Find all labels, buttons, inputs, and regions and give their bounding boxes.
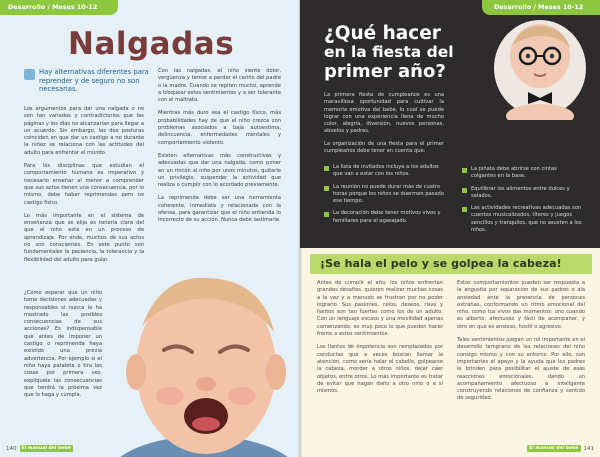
- square-icon: [24, 69, 35, 80]
- intro-box: [24, 68, 160, 100]
- paragraph: Tales sentimientos juegan un rol importante en el desarrollo temprano de las relaciones del niño consigo mismo y con su entorno. Por ello, son importantes el apoyo y la ayuda que los padres le brinden para posibilitar el ajuste de esas reacciones emocionales, dando un acompañamiento afectuoso e inteligente construyendo relaciones de confianza y sentido de seguridad.: [457, 337, 585, 402]
- page-gutter: [298, 0, 302, 457]
- paragraph: Los llantos de impotencia son remplazados por conductas que a veces buscan llamar la atención, como sería halar el cabello, golpearse la cabeza, morder a otros niños, dejar caer objetos, entre otros. Lo más importante es tratar de evitar que hagan daño a otro niño o a sí mismos.: [317, 344, 443, 395]
- left-column-2: [158, 68, 281, 231]
- party-intro: [324, 92, 444, 160]
- title-line: ¿Qué hacer: [324, 23, 441, 44]
- paragraph: La primera fiesta de cumpleaños es una maravillosa oportunidad para cultivar la memoria emotiva del bebé, lo cual se puede lograr con una experiencia llena de mucho color, alegría, diversión, nuevos personas, abuelos y padres.: [324, 92, 444, 135]
- left-column-1: [24, 106, 144, 270]
- page-number: 141: [583, 445, 594, 452]
- paragraph: La reprimenda debe ser una herramienta coherente, inmediata y relacionada con la ofensa, para garantizar que el niño entienda lo incorrecto de su acción. Nunca debe lastimarle.: [158, 195, 281, 224]
- left-column-1-continued: [24, 290, 102, 405]
- right-column-1: [317, 280, 443, 401]
- list-item: Las actividades recreativas adecuadas son cuentos musicalizados, títeres y juegos sencillos y tranquilos, que no asusten a los niños.: [462, 205, 582, 234]
- page-title-fiesta: [324, 24, 454, 81]
- party-list-right: [462, 166, 582, 239]
- section-tab-right: Desarrollo / Meses 10-12: [482, 0, 600, 15]
- party-content: [324, 92, 590, 241]
- folio-left: [6, 445, 73, 452]
- magazine-logo: El manual del bebé: [529, 446, 579, 451]
- section-heading: ¡Se hala el pelo y se golpea la cabeza!: [320, 257, 562, 270]
- party-list-left: [324, 164, 444, 230]
- list-item: La decoración debe tener motivos vivos y familiares para el agasajado.: [324, 210, 444, 225]
- title-line: primer año?: [324, 61, 446, 82]
- crying-baby-photo: [112, 266, 294, 457]
- paragraph: Para los disciplinas que estudian el comportamiento humano es imperativo y necesario enseñar al menor a comprender que sus actos tienen una consecuencia, por lo mismo, debe haber reprimendas pero no castigo físico.: [24, 163, 144, 206]
- page-number: 140: [6, 445, 17, 452]
- list-item: La piñata debe abrirse con cintas colgantes en la base.: [462, 166, 582, 181]
- section-heading-bar: [310, 254, 592, 274]
- intro-text: Hay alternativas diferentes para reprender y de seguro no son necesarias.: [39, 68, 149, 94]
- section-tab-left: Desarrollo / Meses 10-12: [0, 0, 118, 15]
- paragraph: La organización de una fiesta para el primer cumpleaños debe tener en cuenta que:: [324, 140, 444, 155]
- title-line: en la fiesta del: [324, 43, 454, 61]
- right-page: [300, 0, 600, 457]
- right-column-2: [457, 280, 585, 409]
- list-item: La lista de invitados incluye a los adultos que van a estar con los niños.: [324, 164, 444, 179]
- paragraph: ¿Cómo esperar que un niño tome decisiones adecuadas y responsables si nunca le ha mostrado las posibles consecuencias de sus acciones? Es indispensable que antes de imponer un castigo o reprimenda haya existido una previa advertencia. Por ejemplo si el niño haya pataleta o tira las cosas por primera vez, explíquele las consecuencias que tendrá la próxima vez que lo haga y cumpla.: [24, 290, 102, 399]
- paragraph: Antes de cumplir el año, los niños enfrentan grandes desafíos, quieren realizar muchas cosas a la vez y a menudo se frustran por no poder lograrlo. Sus pasiones, celos, deseos, risas y llantos son tan fuertes como los de un adulto. Con un lenguaje escaso y una movilidad apenas comenzando, es muy poco lo que pueden hacer frente a estos sentimientos.: [317, 280, 443, 338]
- list-item: Equilibrar los alimentos entre dulces y salados.: [462, 186, 582, 201]
- paragraph: Mientras más duro sea el castigo físico, más probabilidades hay de que el niño crezca con problemas asociados a baja autoestima, delincuencia, enfermedades mentales y comportamiento violento.: [158, 110, 281, 146]
- paragraph: Estos comportamientos pueden ser respuesta a la angustia por separación de sus padres o ala ansiedad ante la presencia de personas extrañas, conformando un ritmo emocional del niño, como tus vivos das momentos: uno cuando es alberto, afectuoso y fácil de acompañar, y otro en que es ansioso, hostil o agresivo.: [457, 280, 585, 330]
- paragraph: Los argumentos para dar una nalgada o no son tan variados y contradictorios que las páginas y los días no alcanzarían para llegar a un acuerdo. Sin embargo, las dos posturas coinciden en que dar un castigo a no durante la niñez se relaciona con las actitudes del adulto para enfrentar el mundo.: [24, 106, 144, 156]
- page-title-nalgadas: Nalgadas: [68, 26, 235, 62]
- magazine-logo: El manual del bebé: [21, 446, 71, 451]
- paragraph: Con las nalgadas, el niño siente dolor, vergüenza y temor a perder el cariño del padre o la madre. Cuando se repiten mucho, aprende a bloquear estos sentimientos y a ser tolerante con el maltrato.: [158, 68, 281, 104]
- paragraph: Existen alternativas más constructivas y adecuadas que dar una nalgada, como poner en un rincón al niño por unos minutos, quitarle un privilegio, suspender la actividad que realiza o cumplir con lo acordado previamente.: [158, 152, 281, 189]
- folio-right: [527, 445, 594, 452]
- list-item: La reunión no puede durar más de cuatro horas porque los niños se duermen pasado ese tiempo.: [324, 184, 444, 206]
- paragraph: Lo más importante en el sistema de enseñanza que se elija es tenerla clara del que el niño esta en un proceso de aprendizaje. Por ende, muchos de sus actos no son conscientes. En este punto son fundamentales la paciencia, la tolerancia y la flexibilidad del adulto para guiar.: [24, 212, 144, 263]
